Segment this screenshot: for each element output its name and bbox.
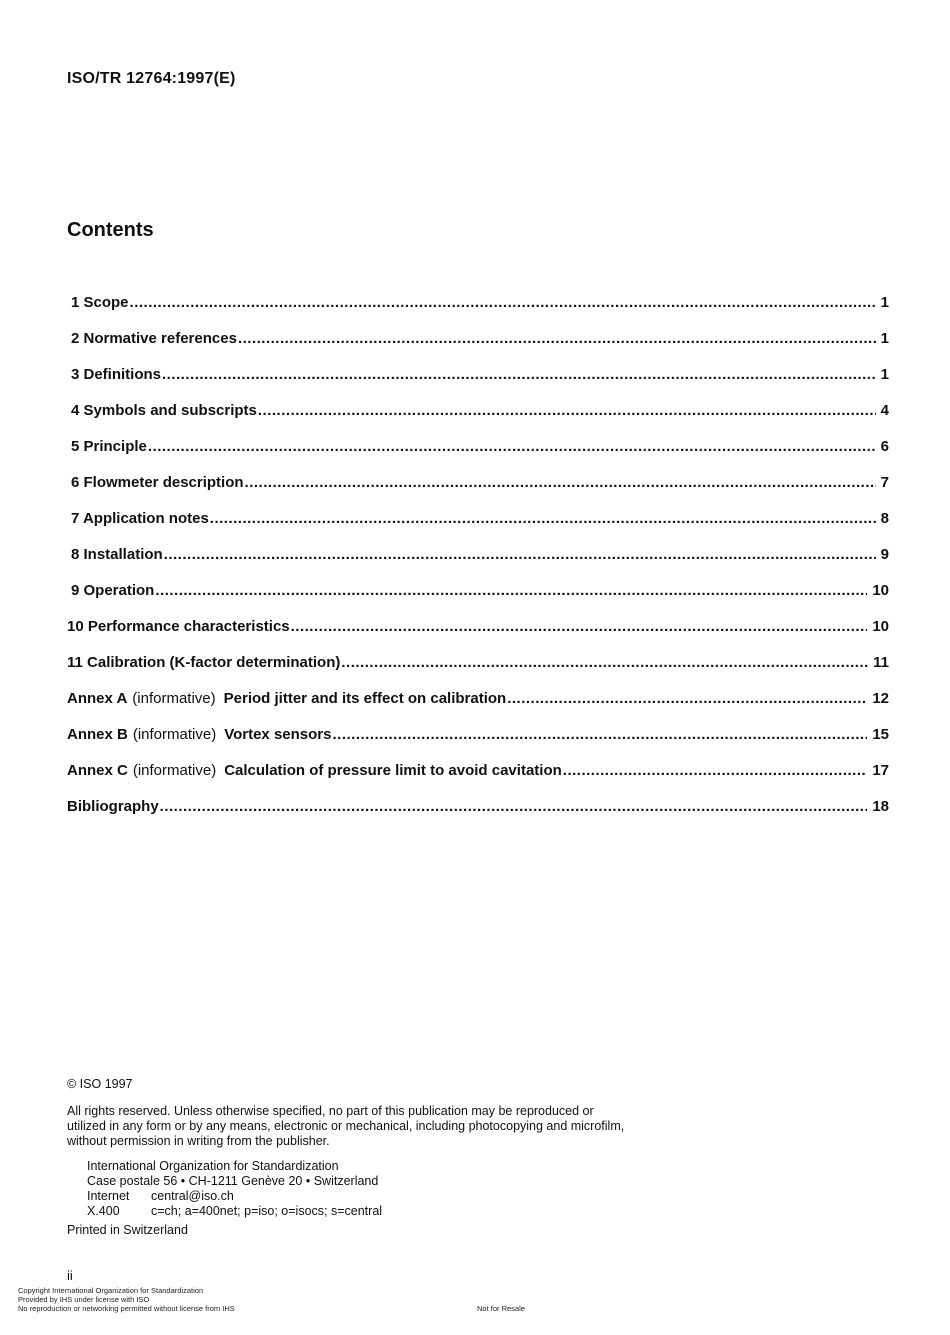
toc-entry-label: Bibliography <box>67 798 159 815</box>
toc-entry-page: 18 <box>872 798 889 815</box>
toc-entry-page: 6 <box>880 438 889 455</box>
toc-entry-annex-b[interactable] <box>67 726 889 762</box>
publisher-address <box>87 1159 627 1219</box>
toc-entry-label: 3 Definitions <box>71 366 162 383</box>
dot-leader <box>210 510 876 527</box>
toc-entry-page: 10 <box>872 618 889 635</box>
toc-entry-label: 6 Flowmeter description <box>71 474 244 491</box>
toc-entry-label: 7 Application notes <box>71 510 209 527</box>
dot-leader <box>341 654 868 671</box>
toc-entry-label: 10 Performance characteristics <box>67 618 290 635</box>
contents-heading: Contents <box>67 219 154 241</box>
footer-line: Copyright International Organization for Standardization <box>18 1286 204 1295</box>
toc-entry-calibration[interactable] <box>67 654 889 690</box>
license-footer <box>18 1286 235 1313</box>
toc-entry-page: 1 <box>880 330 889 347</box>
toc-entry-label: 5 Principle <box>71 438 147 455</box>
dot-leader <box>238 330 876 347</box>
toc-entry-scope[interactable] <box>67 294 889 330</box>
toc-entry-application-notes[interactable] <box>67 510 889 546</box>
footer-line: No reproduction or networking permitted without license from IHS <box>18 1304 235 1313</box>
toc-entry-label: 11 Calibration (K-factor determination) <box>67 654 341 671</box>
toc-entry-principle[interactable] <box>67 438 889 474</box>
toc-entry-annex-c[interactable] <box>67 762 889 798</box>
annex-qualifier: (informative) <box>132 690 216 707</box>
toc-entry-page: 9 <box>880 546 889 563</box>
table-of-contents <box>67 294 889 834</box>
toc-entry-label: 8 Installation <box>71 546 163 563</box>
dot-leader <box>563 762 868 779</box>
annex-title: Period jitter and its effect on calibration <box>223 690 507 707</box>
toc-entry-page: 7 <box>880 474 889 491</box>
dot-leader <box>507 690 867 707</box>
annex-label: Annex B <box>67 726 128 743</box>
internet-value: central@iso.ch <box>151 1189 234 1203</box>
toc-entry-page: 12 <box>872 690 889 707</box>
postal-address: Case postale 56 • CH-1211 Genève 20 • Switzerland <box>87 1174 379 1188</box>
annex-label: Annex A <box>67 690 128 707</box>
footer-line: Provided by IHS under license with ISO <box>18 1295 150 1304</box>
toc-entry-performance[interactable] <box>67 618 889 654</box>
page-number: ii <box>67 1268 73 1283</box>
internet-row <box>87 1189 627 1204</box>
toc-entry-page: 8 <box>880 510 889 527</box>
annex-qualifier: (informative) <box>132 726 217 743</box>
toc-entry-label: 9 Operation <box>71 582 155 599</box>
toc-entry-label: 2 Normative references <box>71 330 237 347</box>
toc-entry-symbols[interactable] <box>67 402 889 438</box>
annex-qualifier: (informative) <box>132 762 217 779</box>
dot-leader <box>155 582 867 599</box>
annex-title: Calculation of pressure limit to avoid cavitation <box>224 762 562 779</box>
dot-leader <box>130 294 876 311</box>
not-for-resale: Not for Resale <box>477 1304 525 1313</box>
toc-entry-page: 10 <box>872 582 889 599</box>
toc-entry-definitions[interactable] <box>67 366 889 402</box>
toc-entry-page: 4 <box>880 402 889 419</box>
x400-row <box>87 1204 627 1219</box>
copyright-block <box>67 1077 627 1238</box>
dot-leader <box>258 402 876 419</box>
toc-entry-operation[interactable] <box>67 582 889 618</box>
dot-leader <box>332 726 867 743</box>
toc-entry-page: 17 <box>872 762 889 779</box>
printed-in: Printed in Switzerland <box>67 1223 188 1237</box>
document-id: ISO/TR 12764:1997(E) <box>67 70 236 87</box>
dot-leader <box>160 798 868 815</box>
dot-leader <box>245 474 876 491</box>
toc-entry-label: 4 Symbols and subscripts <box>71 402 257 419</box>
toc-entry-page: 11 <box>873 654 889 671</box>
toc-entry-page: 1 <box>880 294 889 311</box>
toc-entry-normative-references[interactable] <box>67 330 889 366</box>
x400-label: X.400 <box>87 1204 120 1218</box>
toc-entry-annex-a[interactable] <box>67 690 889 726</box>
annex-label: Annex C <box>67 762 128 779</box>
toc-entry-page: 15 <box>872 726 889 743</box>
toc-entry-flowmeter-description[interactable] <box>67 474 889 510</box>
toc-entry-installation[interactable] <box>67 546 889 582</box>
dot-leader <box>148 438 876 455</box>
org-name: International Organization for Standardization <box>87 1159 339 1173</box>
copyright-line: © ISO 1997 <box>67 1077 133 1091</box>
x400-value: c=ch; a=400net; p=iso; o=isocs; s=central <box>151 1204 383 1218</box>
internet-label: Internet <box>87 1189 130 1203</box>
toc-entry-page: 1 <box>880 366 889 383</box>
dot-leader <box>291 618 868 635</box>
dot-leader <box>162 366 876 383</box>
annex-title: Vortex sensors <box>224 726 332 743</box>
rights-statement: All rights reserved. Unless otherwise specified, no part of this publication may be reproduced or utilized in any form or by any means, electronic or mechanical, including photocopying and microfilm, without permission in writing from the publisher. <box>67 1104 625 1148</box>
dot-leader <box>164 546 876 563</box>
toc-entry-label: 1 Scope <box>71 294 129 311</box>
toc-entry-bibliography[interactable] <box>67 798 889 834</box>
